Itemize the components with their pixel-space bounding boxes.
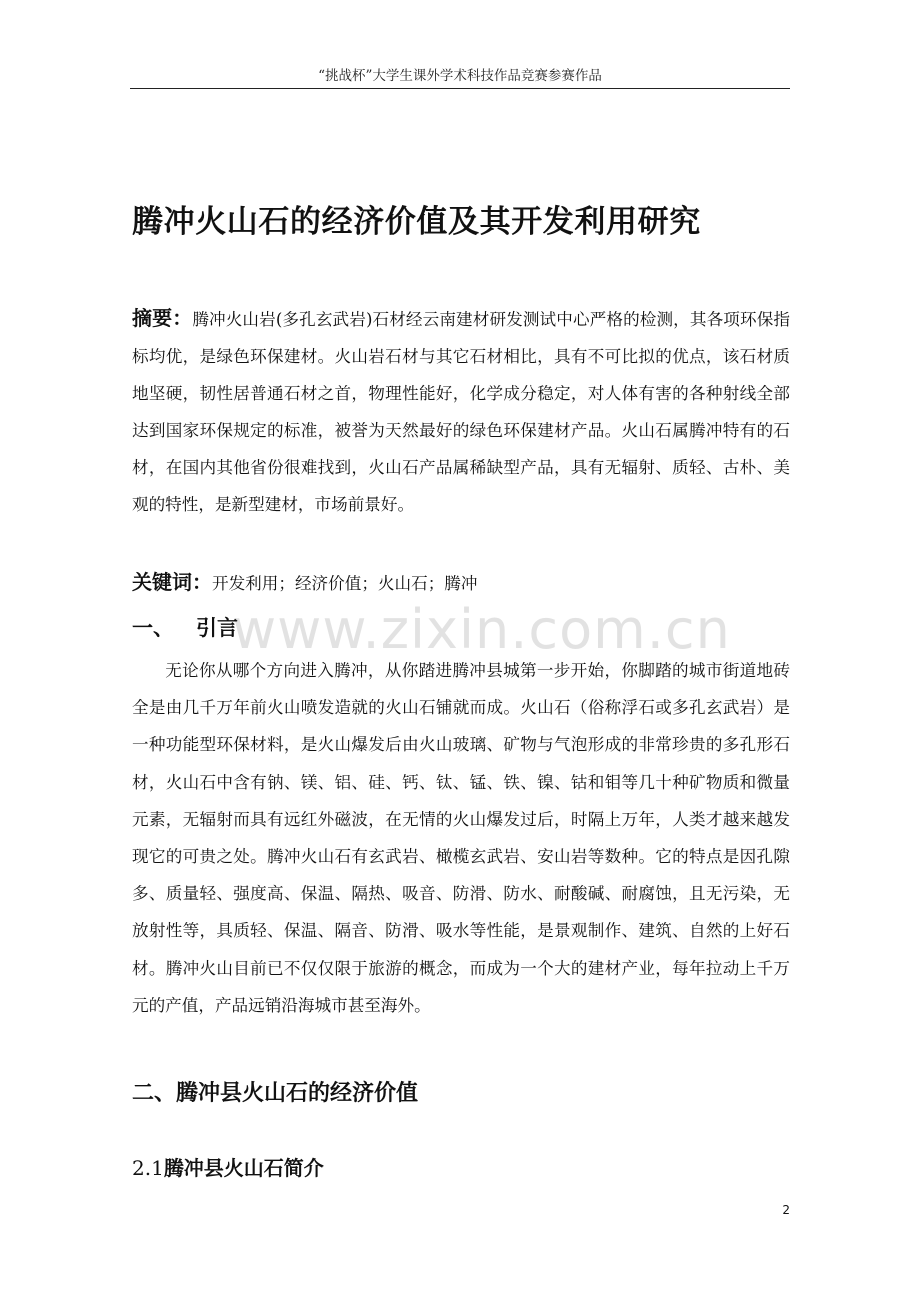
page-number: 2 [782, 1203, 790, 1217]
section-1-paragraph: 无论你从哪个方向进入腾冲，从你踏进腾冲县城第一步开始，你脚踏的城市街道地砖全是由几千万年前火山喷发造就的火山石铺就而成。火山石（俗称浮石或多孔玄武岩）是一种功能型环保材料，是火山爆发后由火山玻璃、矿物与气泡形成的非常珍贵的多孔形石材，火山石中含有钠、镁、铝、硅、钙、钛、锰、铁、镍、钴和钼等几十种矿物质和微量元素，无辐射而具有远红外磁波，在无情的火山爆发过后，时隔上万年，人类才越来越发现它的可贵之处。腾冲火山石有玄武岩、橄榄玄武岩、安山岩等数种。它的特点是因孔隙多、质量轻、强度高、保温、隔热、吸音、防滑、防水、耐酸碱、耐腐蚀，且无污染，无放射性等，具质轻、保温、隔音、防滑、吸水等性能，是景观制作、建筑、自然的上好石材。腾冲火山目前已不仅仅限于旅游的概念，而成为一个大的建材产业，每年拉动上千万元的产值，产品远销沿海城市甚至海外。 [132, 661, 790, 1015]
running-header: “挑战杯”大学生课外学术科技作品竞赛参赛作品 [318, 68, 602, 84]
section-2-1-title: 腾冲县火山石简介 [163, 1156, 324, 1180]
section-2-1-heading [132, 1152, 324, 1181]
section-2-1-number: 2.1 [132, 1156, 164, 1180]
watermark: www.zixin.com.cn [232, 598, 731, 661]
keywords [132, 564, 790, 602]
keywords-label: 关键词： [132, 570, 212, 594]
abstract-text: 腾冲火山岩(多孔玄武岩)石材经云南建材研发测试中心严格的检测，其各项环保指标均优，是绿色环保建材。火山岩石材与其它石材相比，具有不可比拟的优点，该石材质地坚硬，韧性居普通石材之首，物理性能好，化学成分稳定，对人体有害的各种射线全部达到国家环保规定的标准，被誉为天然最好的绿色环保建材产品。火山石属腾冲特有的石材，在国内其他省份很难找到，火山石产品属稀缺型产品，具有无辐射、质轻、古朴、美观的特性，是新型建材，市场前景好。 [132, 310, 790, 514]
header-rule [130, 88, 790, 89]
section-2-heading: 二、腾冲县火山石的经济价值 [132, 1080, 419, 1106]
paper-title: 腾冲火山石的经济价值及其开发利用研究 [132, 204, 701, 240]
keywords-text: 开发利用；经济价值；火山石；腾冲 [212, 574, 478, 593]
section-1-heading [132, 612, 238, 642]
abstract [132, 300, 790, 523]
section-1-title: 引言 [196, 616, 238, 640]
section-1-number: 一、 [132, 616, 174, 640]
abstract-label: 摘要： [132, 306, 193, 330]
